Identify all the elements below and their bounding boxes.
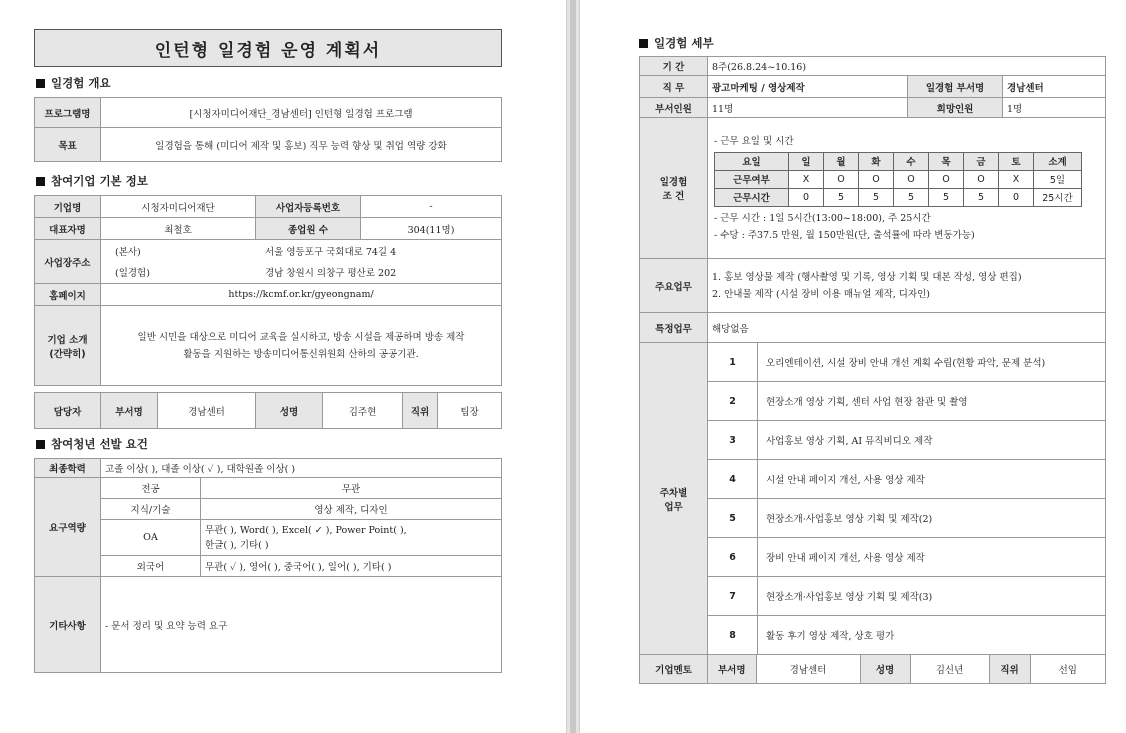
contact-name-value: 김주현 bbox=[323, 393, 403, 429]
major-label: 전공 bbox=[101, 478, 201, 499]
schedule-cell: X bbox=[999, 170, 1034, 188]
intro-line: 일반 시민을 대상으로 미디어 교육을 실시하고, 방송 시설을 제공하며 방송 제작 bbox=[137, 331, 465, 343]
condition-heading: - 근무 요일 및 시간 bbox=[714, 135, 794, 147]
condition-note: - 근무 시간 : 1일 5시간(13:00~18:00), 주 25시간 bbox=[714, 212, 931, 224]
ceo-label: 대표자명 bbox=[35, 218, 101, 240]
condition-label-line: 조 건 bbox=[662, 191, 685, 202]
section-title: 일경험 개요 bbox=[51, 76, 111, 90]
goal-label: 목표 bbox=[35, 128, 101, 162]
intro-label-line: 기업 소개 bbox=[47, 334, 88, 346]
schedule-hours-row bbox=[715, 188, 1082, 206]
week-number: 2 bbox=[708, 382, 758, 421]
schedule-cell: 0 bbox=[789, 188, 824, 206]
square-bullet-icon bbox=[36, 177, 45, 186]
regno-label: 사업자등록번호 bbox=[256, 196, 361, 218]
week-task: 현장소개·사업홍보 영상 기획 및 제작(2) bbox=[758, 499, 1106, 538]
schedule-cell: 소계 bbox=[1034, 152, 1082, 170]
schedule-work-row bbox=[715, 170, 1082, 188]
section-overview-heading bbox=[36, 75, 502, 91]
period-label: 기 간 bbox=[640, 57, 708, 76]
program-value: [시청자미디어재단_경남센터] 인턴형 일경험 프로그램 bbox=[101, 98, 502, 128]
intro-label-line: (간략히) bbox=[49, 348, 86, 360]
ceo-value: 최철호 bbox=[101, 218, 256, 240]
oa-value bbox=[201, 520, 502, 556]
weekly-task-row bbox=[640, 460, 1106, 499]
requirements-label: 요구역량 bbox=[35, 478, 101, 577]
week-number: 3 bbox=[708, 421, 758, 460]
goal-value: 일경험을 통해 (미디어 제작 및 홍보) 직무 능력 향상 및 취업 역량 강화 bbox=[101, 128, 502, 162]
page-right bbox=[639, 35, 1106, 730]
main-duty-line: 2. 안내물 제작 (시설 장비 이용 매뉴얼 제작, 디자인) bbox=[712, 288, 931, 300]
section-title: 참여청년 선발 요건 bbox=[51, 437, 148, 451]
mentor-label: 기업멘토 bbox=[640, 655, 708, 684]
skill-label: 지식/기술 bbox=[101, 499, 201, 520]
weekly-task-row bbox=[640, 538, 1106, 577]
weekly-label-line: 업무 bbox=[664, 501, 683, 513]
hope-label: 희망인원 bbox=[908, 98, 1003, 118]
schedule-cell: 25시간 bbox=[1034, 188, 1082, 206]
homepage-label: 홈페이지 bbox=[35, 284, 101, 306]
mentor-inner-table bbox=[708, 655, 1105, 683]
schedule-cell: 5 bbox=[964, 188, 999, 206]
period-value: 8주(26.8.24~10.16) bbox=[708, 57, 1106, 76]
hope-value: 1명 bbox=[1003, 98, 1106, 118]
schedule-cell: 화 bbox=[859, 152, 894, 170]
week-task: 사업홍보 영상 기획, AI 뮤직비디오 제작 bbox=[758, 421, 1106, 460]
week-number: 7 bbox=[708, 577, 758, 616]
week-number: 4 bbox=[708, 460, 758, 499]
mentor-dept-value: 경남센터 bbox=[756, 655, 860, 683]
intro-line: 활동을 지원하는 방송미디어통신위원회 산하의 공공기관. bbox=[183, 348, 419, 360]
youth-table bbox=[34, 458, 502, 673]
special-duty-value: 해당없음 bbox=[708, 313, 1106, 343]
mentor-position-value: 선임 bbox=[1030, 655, 1105, 683]
schedule-cell: O bbox=[964, 170, 999, 188]
contact-table bbox=[34, 392, 502, 429]
week-number: 8 bbox=[708, 616, 758, 655]
contact-dept-label: 부서명 bbox=[101, 393, 158, 429]
contact-dept-value: 경남센터 bbox=[158, 393, 256, 429]
schedule-cell: O bbox=[894, 170, 929, 188]
weekly-task-row bbox=[640, 616, 1106, 655]
weekly-task-row bbox=[640, 421, 1106, 460]
education-label: 최종학력 bbox=[35, 459, 101, 478]
schedule-row-header: 근무여부 bbox=[715, 170, 789, 188]
schedule-cell: 0 bbox=[999, 188, 1034, 206]
week-task: 현장소개·사업홍보 영상 기획 및 제작(3) bbox=[758, 577, 1106, 616]
schedule-table bbox=[714, 152, 1082, 207]
mentor-name-label: 성명 bbox=[860, 655, 910, 683]
mentor-cell bbox=[708, 655, 1106, 684]
week-task: 오리엔테이션, 시설 장비 안내 개선 계획 수립(현황 파악, 문제 분석) bbox=[758, 343, 1106, 382]
staff-value: 11명 bbox=[708, 98, 908, 118]
condition-cell bbox=[708, 118, 1106, 259]
language-label: 외국어 bbox=[101, 556, 201, 577]
section-youth-heading bbox=[36, 436, 502, 452]
scroll-track[interactable] bbox=[570, 0, 576, 733]
dept-label: 일경험 부서명 bbox=[908, 76, 1003, 98]
mentor-position-label: 직위 bbox=[989, 655, 1030, 683]
schedule-cell: 5 bbox=[824, 188, 859, 206]
square-bullet-icon bbox=[36, 440, 45, 449]
employees-label: 종업원 수 bbox=[256, 218, 361, 240]
schedule-cell: X bbox=[789, 170, 824, 188]
section-detail-heading bbox=[639, 35, 1106, 51]
intro-value bbox=[101, 306, 502, 386]
schedule-cell: 월 bbox=[824, 152, 859, 170]
section-title: 참여기업 기본 정보 bbox=[51, 174, 148, 188]
oa-line: 무관( ), Word( ), Excel( ✓ ), Power Point( ), bbox=[205, 524, 407, 536]
intro-label bbox=[35, 306, 101, 386]
schedule-cell: 5 bbox=[929, 188, 964, 206]
major-value: 무관 bbox=[201, 478, 502, 499]
address-cell bbox=[101, 240, 502, 284]
staff-label: 부서인원 bbox=[640, 98, 708, 118]
schedule-cell: 5 bbox=[859, 188, 894, 206]
address-label: 사업장주소 bbox=[35, 240, 101, 284]
week-task: 현장소개 영상 기획, 센터 사업 현장 참관 및 촬영 bbox=[758, 382, 1106, 421]
mentor-dept-label: 부서명 bbox=[708, 655, 756, 683]
weekly-task-row bbox=[640, 382, 1106, 421]
contact-label: 담당자 bbox=[35, 393, 101, 429]
document-title: 인턴형 일경험 운영 계획서 bbox=[34, 29, 502, 67]
address-site: 경남 창원시 의창구 평산로 202 bbox=[265, 268, 397, 279]
education-value: 고졸 이상( ), 대졸 이상( ✓ ), 대학원졸 이상( ) bbox=[101, 459, 502, 478]
schedule-cell: O bbox=[824, 170, 859, 188]
company-name-label: 기업명 bbox=[35, 196, 101, 218]
mentor-name-value: 김신년 bbox=[910, 655, 989, 683]
week-number: 1 bbox=[708, 343, 758, 382]
schedule-cell: 토 bbox=[999, 152, 1034, 170]
schedule-cell: 일 bbox=[789, 152, 824, 170]
weekly-label-line: 주차별 bbox=[659, 487, 688, 499]
schedule-cell: 목 bbox=[929, 152, 964, 170]
oa-line: 한글( ), 기타( ) bbox=[205, 539, 269, 551]
square-bullet-icon bbox=[36, 79, 45, 88]
weekly-label bbox=[640, 343, 708, 655]
weekly-task-row bbox=[640, 343, 1106, 382]
week-task: 장비 안내 페이지 개선, 사용 영상 제작 bbox=[758, 538, 1106, 577]
weekly-tasks bbox=[640, 343, 1106, 655]
week-task: 활동 후기 영상 제작, 상호 평가 bbox=[758, 616, 1106, 655]
etc-value: - 문서 정리 및 요약 능력 요구 bbox=[101, 577, 502, 673]
company-table bbox=[34, 195, 502, 386]
employees-value: 304(11명) bbox=[361, 218, 502, 240]
main-duty-line: 1. 홍보 영상물 제작 (행사촬영 및 기록, 영상 기획 및 대본 작성, 영상 편집) bbox=[712, 271, 1022, 283]
schedule-days-row bbox=[715, 152, 1082, 170]
main-duty-label: 주요업무 bbox=[640, 259, 708, 313]
etc-label: 기타사항 bbox=[35, 577, 101, 673]
job-value: 광고마케팅 / 영상제작 bbox=[708, 76, 908, 98]
skill-value: 영상 제작, 디자인 bbox=[201, 499, 502, 520]
schedule-cell: 5일 bbox=[1034, 170, 1082, 188]
schedule-row-header: 근무시간 bbox=[715, 188, 789, 206]
dept-value: 경남센터 bbox=[1003, 76, 1106, 98]
section-title: 일경험 세부 bbox=[654, 36, 714, 50]
section-company-heading bbox=[36, 173, 502, 189]
condition-note: - 수당 : 주37.5 만원, 월 150만원(단, 출석률에 따라 변동가능) bbox=[714, 229, 975, 241]
detail-table bbox=[639, 56, 1106, 684]
language-value: 무관( ✓ ), 영어( ), 중국어( ), 일어( ), 기타( ) bbox=[201, 556, 502, 577]
schedule-cell: O bbox=[929, 170, 964, 188]
program-label: 프로그램명 bbox=[35, 98, 101, 128]
address-site-tag: (일경험) bbox=[115, 268, 150, 279]
week-number: 5 bbox=[708, 499, 758, 538]
page-left bbox=[34, 29, 502, 729]
address-hq-tag: (본사) bbox=[115, 247, 141, 258]
contact-position-label: 직위 bbox=[403, 393, 438, 429]
schedule-cell: 금 bbox=[964, 152, 999, 170]
schedule-cell: 수 bbox=[894, 152, 929, 170]
oa-label: OA bbox=[101, 520, 201, 556]
weekly-task-row bbox=[640, 499, 1106, 538]
condition-label-line: 일경험 bbox=[659, 177, 688, 188]
address-hq: 서울 영등포구 국회대로 74길 4 bbox=[265, 247, 397, 258]
homepage-link[interactable]: https://kcmf.or.kr/gyeongnam/ bbox=[101, 284, 502, 306]
schedule-cell: O bbox=[859, 170, 894, 188]
week-task: 시설 안내 페이지 개선, 사용 영상 제작 bbox=[758, 460, 1106, 499]
schedule-row-header: 요일 bbox=[715, 152, 789, 170]
weekly-task-row bbox=[640, 577, 1106, 616]
special-duty-label: 특정업무 bbox=[640, 313, 708, 343]
page-separator bbox=[566, 0, 580, 733]
job-label: 직 무 bbox=[640, 76, 708, 98]
main-duty-value bbox=[708, 259, 1106, 313]
regno-value: - bbox=[361, 196, 502, 218]
company-name-value: 시청자미디어재단 bbox=[101, 196, 256, 218]
schedule-cell: 5 bbox=[894, 188, 929, 206]
square-bullet-icon bbox=[639, 39, 648, 48]
overview-table bbox=[34, 97, 502, 162]
condition-label bbox=[640, 118, 708, 259]
week-number: 6 bbox=[708, 538, 758, 577]
contact-position-value: 팀장 bbox=[438, 393, 502, 429]
contact-name-label: 성명 bbox=[256, 393, 323, 429]
